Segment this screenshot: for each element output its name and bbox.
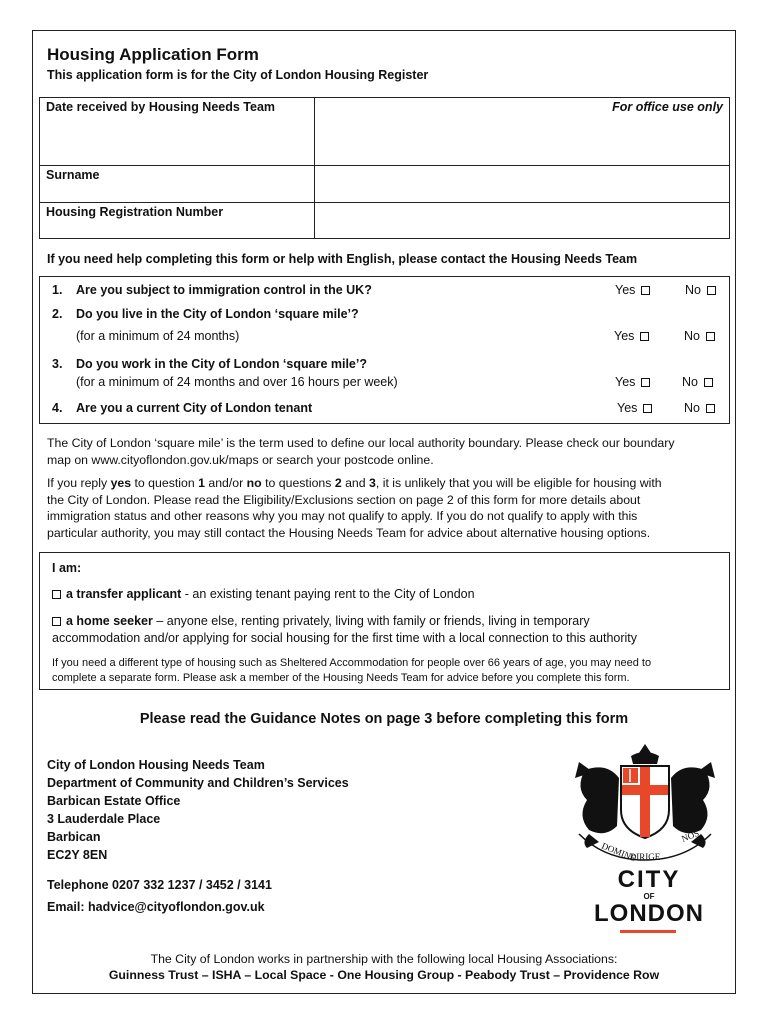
q1-yes-option[interactable] xyxy=(615,283,650,297)
registration-number-label: Housing Registration Number xyxy=(40,203,315,239)
info-line: map on www.cityoflondon.gov.uk/maps or search your postcode online. xyxy=(47,452,434,467)
date-received-field[interactable] xyxy=(315,98,730,166)
motto-left: DOMINE xyxy=(600,840,638,863)
form-subtitle: This application form is for the City of London Housing Register xyxy=(47,68,429,82)
logo-underline xyxy=(620,930,676,933)
question-text: Are you subject to immigration control in the UK? xyxy=(76,283,372,297)
no-label: No xyxy=(682,375,698,389)
address-line: 3 Lauderdale Place xyxy=(47,812,161,826)
logo-of: OF xyxy=(643,892,655,901)
different-housing-note: If you need a different type of housing such as Sheltered Accommodation for people over 66 years of age, you may need to complete a separate form. Please ask a member of the Housing Needs Team for advice before you complete this form. xyxy=(52,657,652,684)
address-line: Barbican Estate Office xyxy=(47,794,181,808)
question-text: Do you work in the City of London ‘square mile’? xyxy=(76,357,367,371)
yes-label: Yes xyxy=(615,375,636,389)
office-use-note: For office use only xyxy=(612,100,723,114)
yes-label: Yes xyxy=(617,401,638,415)
question-number: 3. xyxy=(52,357,63,371)
checkbox[interactable] xyxy=(704,378,713,387)
q1-no-option[interactable] xyxy=(685,283,716,297)
address-line: Department of Community and Children’s Services xyxy=(47,776,349,790)
date-received-label: Date received by Housing Needs Team xyxy=(40,98,315,166)
info-line: the City of London. Please read the Eligibility/Exclusions section on page 2 of this form for more details about xyxy=(47,492,641,507)
no-label: No xyxy=(685,283,701,297)
checkbox[interactable] xyxy=(52,617,61,626)
option-label: a transfer applicant xyxy=(66,587,182,601)
motto-right: NOS xyxy=(680,827,701,844)
email[interactable]: Email: hadvice@cityoflondon.gov.uk xyxy=(47,900,265,914)
home-seeker-option[interactable] xyxy=(52,613,717,647)
question-text: Do you live in the City of London ‘square mile’? xyxy=(76,307,359,321)
question-number: 2. xyxy=(52,307,63,321)
checkbox[interactable] xyxy=(706,332,715,341)
q4-yes-option[interactable] xyxy=(617,401,652,415)
info-line: If you reply yes to question 1 and/or no to questions 2 and 3, it is unlikely that you will be eligible for housing with xyxy=(47,476,662,490)
office-use-table xyxy=(39,97,730,239)
info-line: immigration status and other reasons why you may not qualify to apply. If you do not qualify to apply with this xyxy=(47,509,638,523)
city-of-london-crest xyxy=(565,738,725,863)
checkbox[interactable] xyxy=(643,404,652,413)
eligibility-questions xyxy=(39,276,730,424)
form-title: Housing Application Form xyxy=(47,45,259,64)
yes-label: Yes xyxy=(615,283,636,297)
question-subtext: (for a minimum of 24 months) xyxy=(76,329,240,343)
address-line: EC2Y 8EN xyxy=(47,848,108,862)
address-line: City of London Housing Needs Team xyxy=(47,758,265,772)
motto-center: DIRIGE xyxy=(629,852,661,862)
q3-yes-option[interactable] xyxy=(615,375,650,389)
q2-no-option[interactable] xyxy=(684,329,715,343)
question-text: Are you a current City of London tenant xyxy=(76,401,313,415)
checkbox[interactable] xyxy=(706,404,715,413)
iam-heading: I am: xyxy=(52,561,82,575)
contact-address xyxy=(47,756,349,864)
no-label: No xyxy=(684,329,700,343)
partnership-note: The City of London works in partnership with the following local Housing Associations: xyxy=(150,952,618,966)
eligibility-info xyxy=(47,475,727,541)
yes-label: Yes xyxy=(614,329,635,343)
question-number: 4. xyxy=(52,401,63,415)
applicant-type-box xyxy=(39,552,730,690)
transfer-applicant-option[interactable] xyxy=(52,586,717,603)
checkbox[interactable] xyxy=(707,286,716,295)
info-line: particular authority, you may still contact the Housing Needs Team for advice about alternative housing options. xyxy=(47,525,651,540)
question-subtext: (for a minimum of 24 months and over 16 hours per week) xyxy=(76,375,398,389)
option-desc: – anyone else, renting privately, living with family or friends, living in temporary xyxy=(152,614,590,628)
surname-field[interactable] xyxy=(315,166,730,203)
surname-label: Surname xyxy=(40,166,315,203)
option-desc: - an existing tenant paying rent to the City of London xyxy=(181,587,475,601)
question-number: 1. xyxy=(52,283,63,297)
checkbox[interactable] xyxy=(52,590,61,599)
address-line: Barbican xyxy=(47,830,101,844)
guidance-notice: Please read the Guidance Notes on page 3 before completing this form xyxy=(139,711,629,727)
square-mile-info xyxy=(47,435,727,468)
q3-no-option[interactable] xyxy=(682,375,713,389)
checkbox[interactable] xyxy=(640,332,649,341)
telephone: Telephone 0207 332 1237 / 3452 / 3141 xyxy=(47,878,272,892)
housing-associations: Guinness Trust – ISHA – Local Space - One Housing Group - Peabody Trust – Providence Row xyxy=(108,968,660,982)
checkbox[interactable] xyxy=(641,378,650,387)
help-line: If you need help completing this form or help with English, please contact the Housing Needs Team xyxy=(47,252,638,266)
logo-city: CITY xyxy=(617,866,681,893)
q2-yes-option[interactable] xyxy=(614,329,649,343)
no-label: No xyxy=(684,401,700,415)
logo-london: LONDON xyxy=(594,900,704,927)
q4-no-option[interactable] xyxy=(684,401,715,415)
registration-number-field[interactable] xyxy=(315,203,730,239)
info-line: The City of London ‘square mile’ is the term used to define our local authority boundary. Please check our boundary xyxy=(47,436,675,450)
option-desc: accommodation and/or applying for social housing for the first time with a local connection to this authority xyxy=(52,631,638,645)
option-label: a home seeker xyxy=(66,614,153,628)
checkbox[interactable] xyxy=(641,286,650,295)
